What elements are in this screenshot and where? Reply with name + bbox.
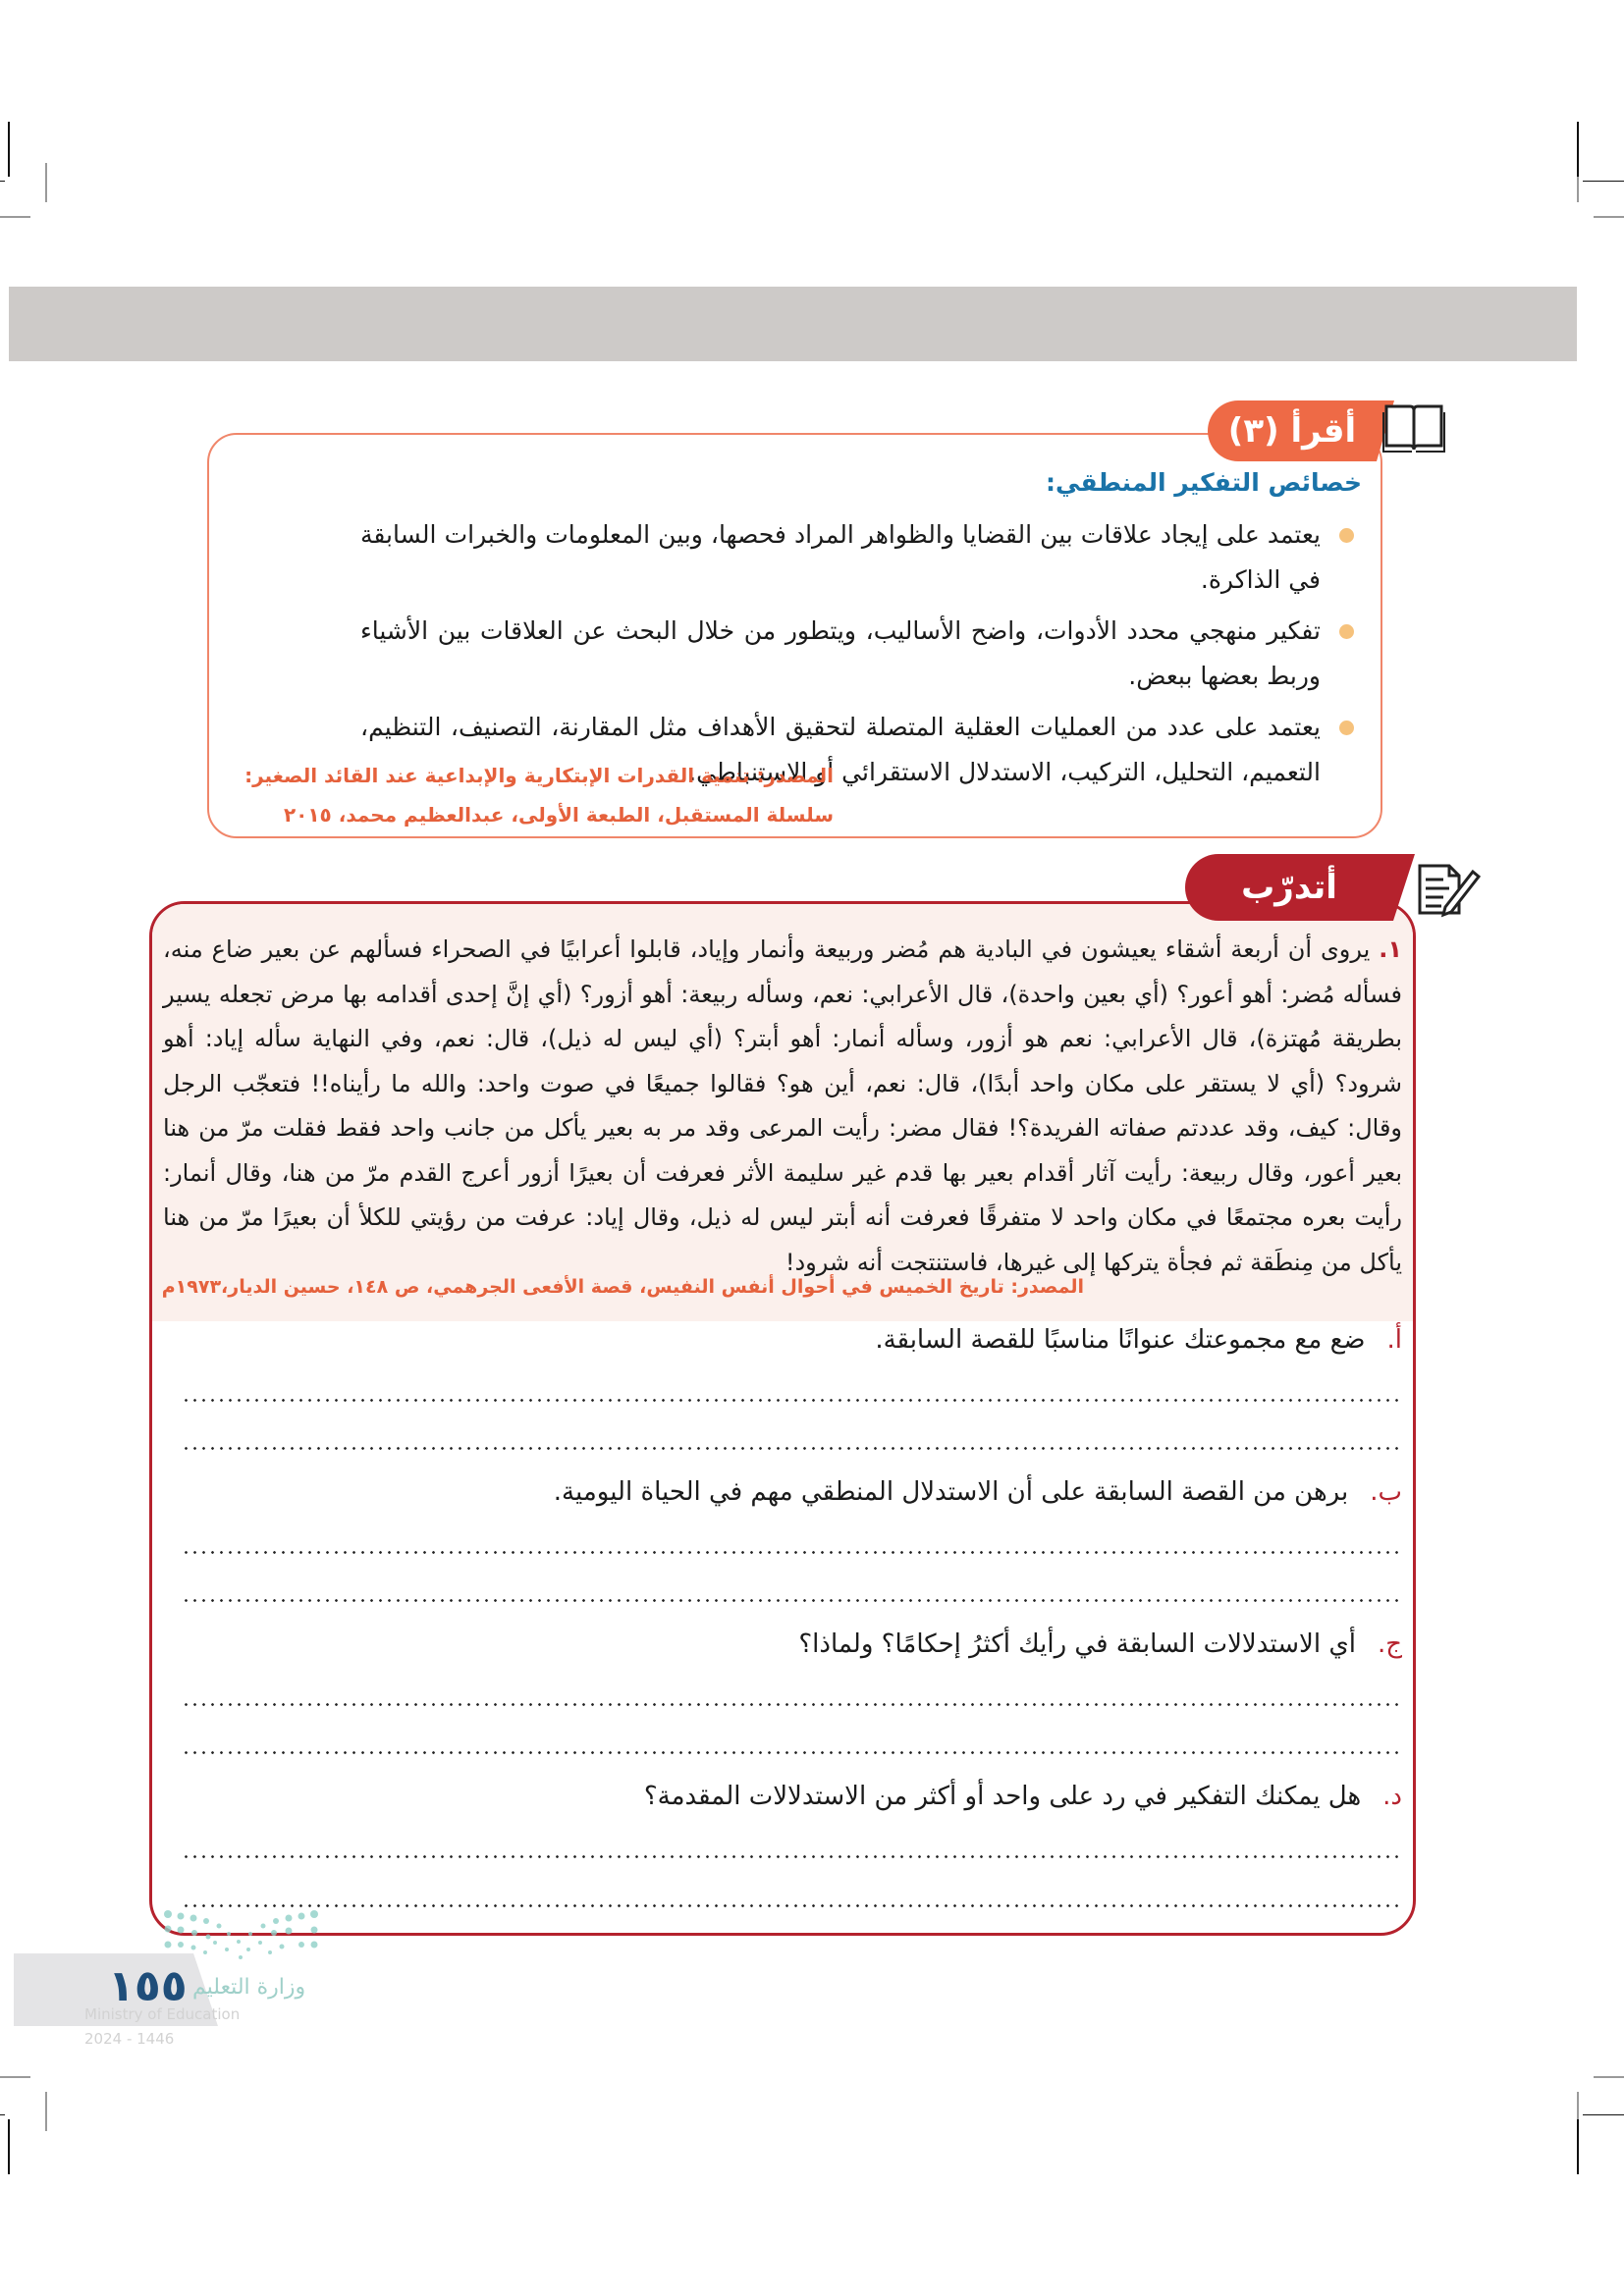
answer-line[interactable] xyxy=(182,1703,1402,1706)
practice-source: المصدر: تاريخ الخميس في أحوال أنفس النفيس، قصة الأفعى الجرهمي، ص ١٤٨، حسين الديار،١٩٧٣م xyxy=(161,1276,1084,1298)
question-a xyxy=(875,1325,1402,1355)
question-label: ج. xyxy=(1377,1629,1402,1659)
crop-mark xyxy=(45,2092,47,2131)
header-band xyxy=(9,287,1577,361)
crop-mark xyxy=(8,122,10,177)
question-d xyxy=(644,1782,1402,1811)
read-heading: خصائص التفكير المنطقي: xyxy=(1046,468,1362,497)
story-number: ١. xyxy=(1379,935,1402,963)
crop-mark xyxy=(1583,2114,1624,2115)
answer-line[interactable] xyxy=(182,1447,1402,1450)
read-source xyxy=(244,756,834,834)
read-tab-label: أقرأ (٣) xyxy=(1227,411,1357,451)
question-c xyxy=(798,1629,1402,1659)
open-book-icon xyxy=(1382,400,1445,455)
crop-mark xyxy=(0,181,5,182)
read-list-item xyxy=(360,609,1362,699)
read-source-line1: المصدر: تنمية القدرات الإبتكارية والإبداعية عند القائد الصغير: xyxy=(244,764,834,787)
question-b xyxy=(554,1477,1402,1507)
question-label: أ. xyxy=(1386,1325,1402,1355)
question-text: هل يمكنك التفكير في رد على واحد أو أكثر من الاستدلالات المقدمة؟ xyxy=(643,1782,1362,1811)
read-item-text: يعتمد على إيجاد علاقات بين القضايا والظواهر المراد فحصها، وبين المعلومات والخبرات السابقة في الذاكرة. xyxy=(360,520,1321,594)
answer-line[interactable] xyxy=(182,1551,1402,1554)
crop-mark xyxy=(0,2114,5,2115)
story-text-block xyxy=(163,928,1402,1285)
question-text: ضع مع مجموعتك عنوانًا مناسبًا للقصة السابقة. xyxy=(875,1325,1366,1355)
crop-mark xyxy=(1594,216,1624,218)
bullet-icon xyxy=(1339,721,1354,735)
answer-line[interactable] xyxy=(182,1904,1402,1907)
crop-mark xyxy=(1594,2076,1624,2078)
question-label: د. xyxy=(1382,1782,1402,1811)
question-text: أي الاستدلالات السابقة في رأيك أكثرُ إحكامًا؟ ولماذا؟ xyxy=(798,1629,1356,1659)
crop-mark xyxy=(45,163,47,202)
crop-mark xyxy=(0,216,30,218)
answer-line[interactable] xyxy=(182,1399,1402,1402)
page-number: ١٥٥ xyxy=(108,1961,188,2011)
bullet-icon xyxy=(1339,624,1354,639)
question-text: برهن من القصة السابقة على أن الاستدلال المنطقي مهم في الحياة اليومية. xyxy=(553,1477,1349,1507)
answer-line[interactable] xyxy=(182,1599,1402,1602)
ministry-name-english: Ministry of Education xyxy=(84,2005,241,2023)
ministry-name-arabic: وزارة التعليم xyxy=(192,1975,306,2000)
read-item-text: يعتمد على عدد من العمليات العقلية المتصلة لتحقيق الأهداف مثل المقارنة، التصنيف، التنظيم، التعميم، التحليل، التركيب، الاستدلال الاستقرائي أو الاستنباطي. xyxy=(360,713,1321,786)
crop-mark xyxy=(1577,177,1579,202)
read-tab xyxy=(1208,400,1377,461)
ministry-dot-pattern-icon xyxy=(160,1910,322,1959)
bullet-icon xyxy=(1339,528,1354,543)
answer-line[interactable] xyxy=(182,1855,1402,1858)
note-pencil-icon xyxy=(1406,856,1481,923)
story-text: يروى أن أربعة أشقاء يعيشون في البادية هم مُضر وربيعة وأنمار وإياد، قابلوا أعرابيًا في الصحراء فسألهم عن بعير ضاع منه، فسأله مُضر: أهو أعور؟ (أي بعين واحدة)، قال الأعرابي: نعم، وسأله ربيعة: أهو أزور؟ (أي إنَّ إحدى أقدامه بها مرض تجعله يسير بطريقة مُهتزة)، قال الأعرابي: نعم هو أزور، وسأله أنمار: أهو أبتر؟ (أي ليس له ذيل)، قال: نعم، وفي النهاية سأله إياد: أهو شرود؟ (أي لا يستقر على مكان واحد أبدًا)، قال: نعم، أين هو؟ فقالوا جميعًا في صوت واحد: والله ما رأيناه!! فتعجّب الرجل وقال: كيف، وقد عددتم صفاته الفريدة؟! فقال مضر: رأيت المرعى وقد مر به بعير يأكل من جانب واحد فقط فقلت مرّ من هنا بعير أعور، وقال ربيعة: رأيت آثار أقدام بعير بها قدم غير سليمة الأثر فعرفت أن بعيرًا أزور أعرج القدم مرّ من هنا، وقال أنمار: رأيت بعره مجتمعًا في مكان واحد لا متفرقًا فعرفت أنه أبتر ليس له ذيل، وقال إياد: عرفت من رؤيتي للكلأ أن بعيرًا مرّ من هنا يأكل من مِنطَقة ثم فجأة يتركها إلى غيرها، فاستنتجت أنه شرود! xyxy=(163,935,1402,1276)
crop-mark xyxy=(8,2119,10,2174)
practice-tab-label: أتدرّب xyxy=(1241,868,1337,907)
crop-mark xyxy=(0,2076,30,2078)
practice-tab xyxy=(1185,854,1393,921)
crop-mark xyxy=(1577,122,1579,177)
edition-year: 2024 - 1446 xyxy=(84,2030,175,2048)
question-label: ب. xyxy=(1370,1477,1402,1507)
crop-mark xyxy=(1577,2119,1579,2174)
read-source-line2: سلسلة المستقبل، الطبعة الأولى، عبدالعظيم محمد، ٢٠١٥ xyxy=(283,803,834,827)
read-list-item xyxy=(360,512,1362,603)
read-item-text: تفكير منهجي محدد الأدوات، واضح الأساليب، ويتطور من خلال البحث عن العلاقات بين الأشياء وربط بعضها ببعض. xyxy=(360,616,1321,690)
crop-mark xyxy=(1583,181,1624,182)
answer-line[interactable] xyxy=(182,1751,1402,1754)
